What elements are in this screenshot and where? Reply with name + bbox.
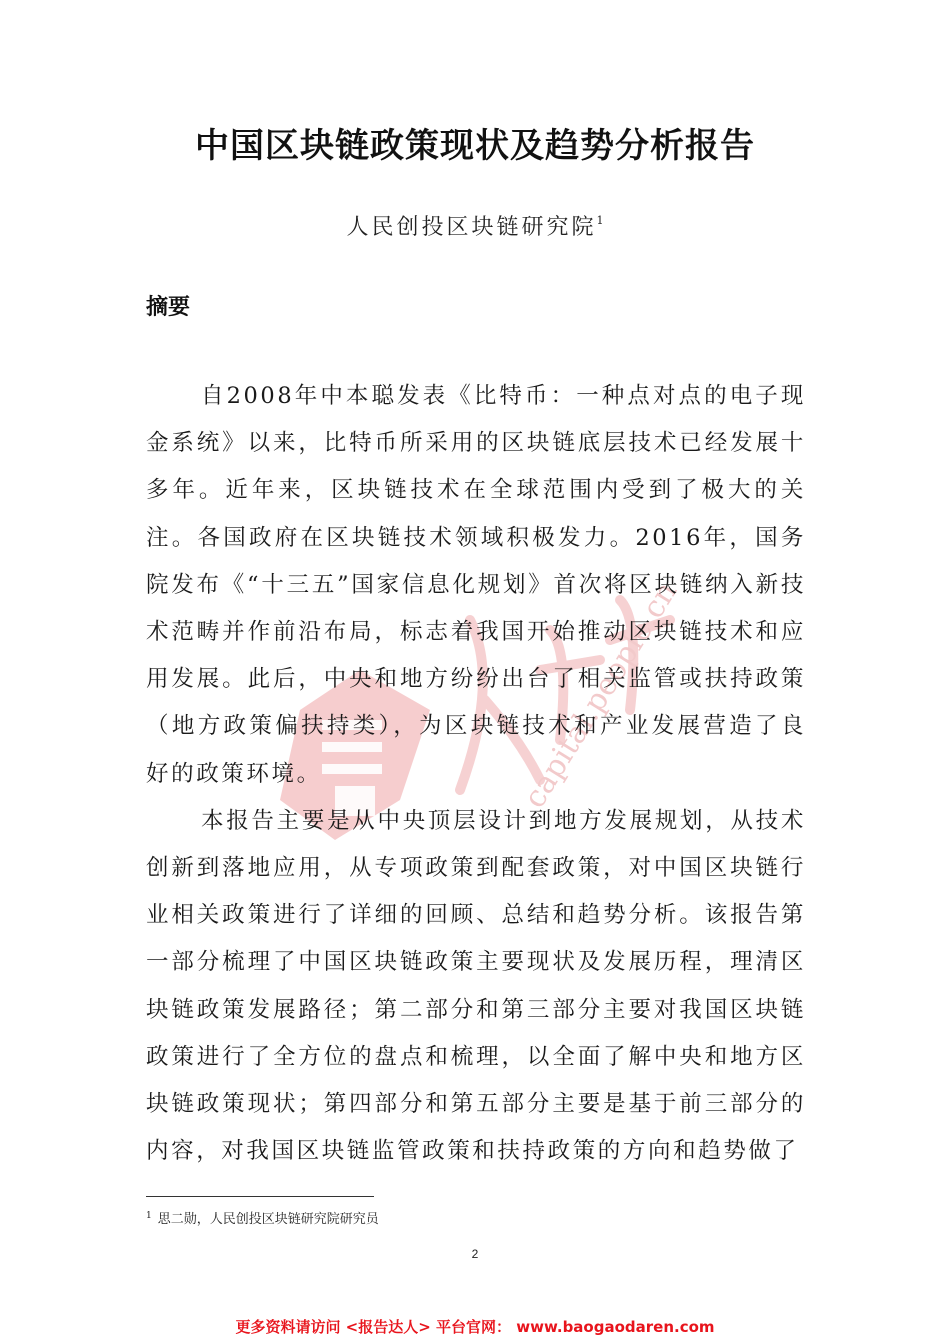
footnote-marker: 1 — [146, 1211, 152, 1221]
abstract-heading: 摘要 — [146, 295, 191, 320]
author-footnote-marker[interactable]: 1 — [596, 214, 604, 227]
page-number: 2 — [471, 1247, 479, 1261]
promo-banner-link[interactable]: 更多资料请访问 <报告达人> 平台官网： www.baogaodaren.com — [235, 1318, 715, 1336]
footnote-text: 思二勋，人民创投区块链研究院研究员 — [157, 1212, 379, 1227]
footnote — [146, 1208, 379, 1227]
abstract-paragraph-2: 本报告主要是从中央顶层设计到地方发展规划，从技术创新到落地应用，从专项政策到配套政策，对中国区块链行业相关政策进行了详细的回顾、总结和趋势分析。该报告第一部分梳理了中国区块链政策主要现状及发展历程，理清区块链政策发展路径；第二部分和第三部分主要对我国区块链政策进行了全方位的盘点和梳理，以全面了解中央和地方区块链政策现状；第四部分和第五部分主要是基于前三部分的内容，对我国区块链监管政策和扶持政策的方向和趋势做了 — [146, 807, 806, 1165]
abstract-body — [146, 373, 806, 1175]
watermark-text: capital.people.cn — [517, 575, 685, 815]
author-name: 人民创投区块链研究院 — [346, 215, 597, 240]
document-title: 中国区块链政策现状及趋势分析报告 — [195, 126, 755, 166]
footnote-divider — [146, 1196, 374, 1197]
author-line — [0, 210, 950, 241]
abstract-paragraph-1: 自2008年中本聪发表《比特币：一种点对点的电子现金系统》以来，比特币所采用的区块链底层技术已经发展十多年。近年来，区块链技术在全球范围内受到了极大的关注。各国政府在区块链技术领域积极发力。2016年，国务院发布《“十三五”国家信息化规划》首次将区块链纳入新技术范畴并作前沿布局，标志着我国开始推动区块链技术和应用发展。此后，中央和地方纷纷出台了相关监管或扶持政策（地方政策偏扶持类），为区块链技术和产业发展营造了良好的政策环境。 — [146, 383, 806, 787]
